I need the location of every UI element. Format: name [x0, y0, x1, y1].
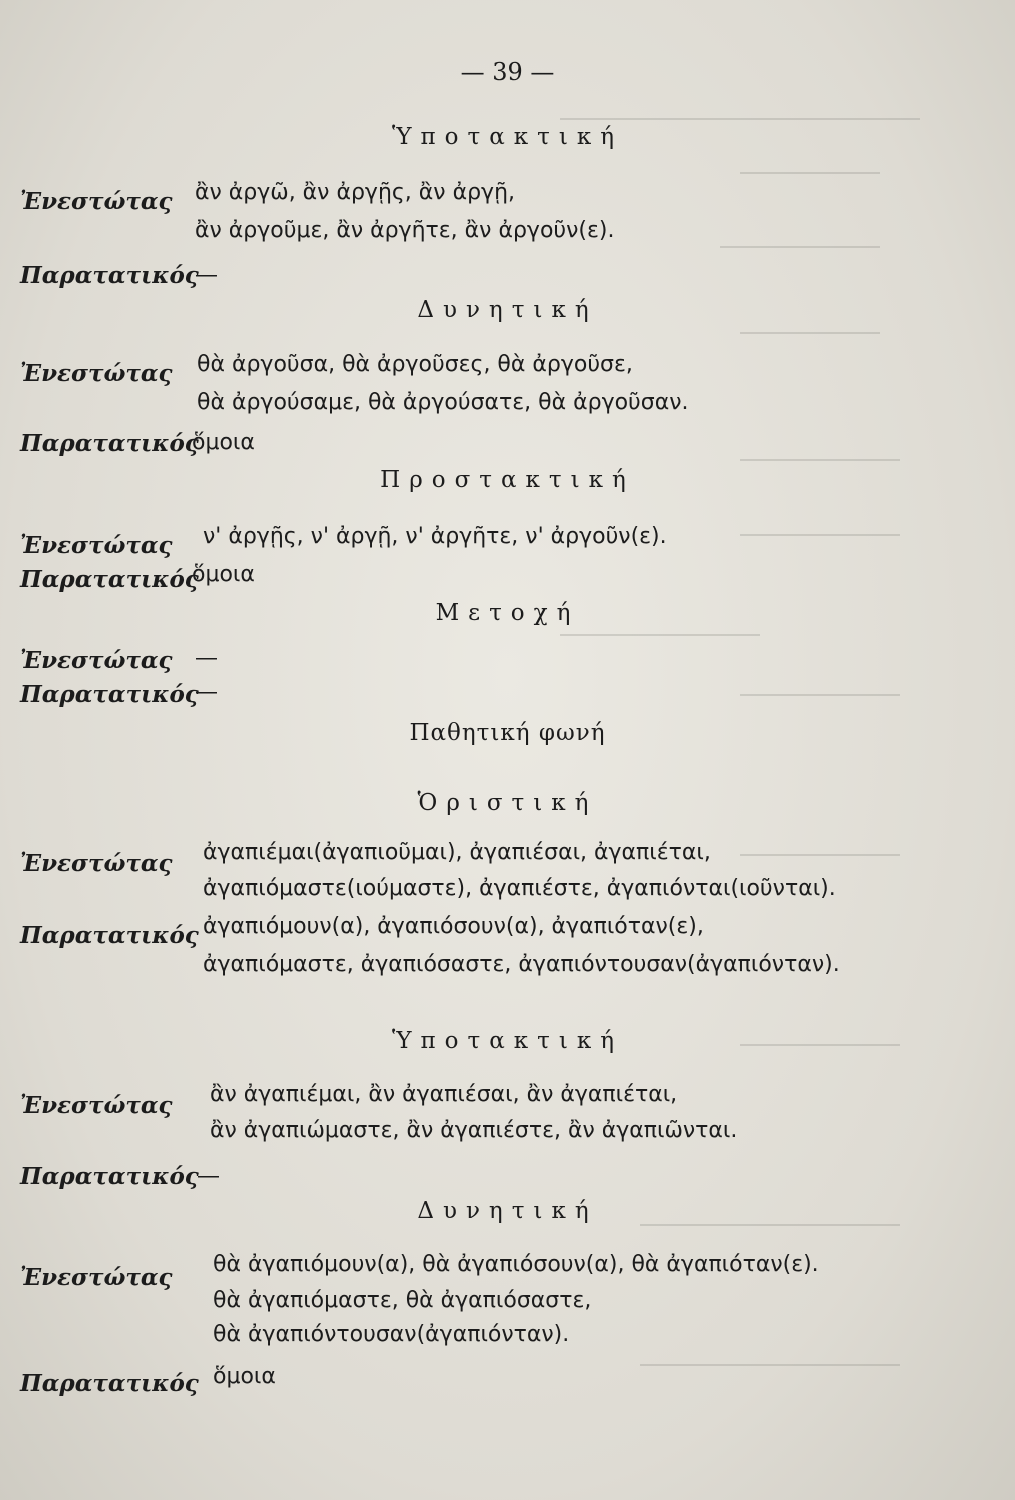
form-line: ἀγαπιόμαστε(ιούμαστε), ἀγαπιέστε, ἀγαπιόνται(ιοῦνται).: [203, 876, 836, 901]
form-line: θὰ ἀργούσαμε, θὰ ἀργούσατε, θὰ ἀργοῦσαν.: [197, 390, 689, 415]
empty-dash: —: [197, 1163, 220, 1189]
form-line: θὰ ἀγαπιόμαστε, θὰ ἀγαπιόσαστε,: [213, 1288, 592, 1313]
form-line: θὰ ἀγαπιόντουσαν(ἀγαπιόνταν).: [213, 1322, 570, 1347]
heading-dynitiki-passive: Δυνητική: [417, 1198, 598, 1224]
heading-oristiki: Ὁριστική: [417, 790, 598, 816]
form-line: ἀγαπιόμουν(α), ἀγαπιόσουν(α), ἀγαπιόταν(ε),: [203, 914, 704, 939]
empty-dash: —: [195, 262, 218, 288]
label-paratatikos: Παρατατικός: [20, 1370, 199, 1397]
form-line: ὅμοια: [192, 430, 255, 455]
form-line: θὰ ἀργοῦσα, θὰ ἀργοῦσες, θὰ ἀργοῦσε,: [197, 352, 633, 377]
label-enestotas: Ἐνεστώτας: [20, 360, 173, 387]
label-enestotas: Ἐνεστώτας: [20, 532, 173, 559]
form-line: ἀγαπιέμαι(ἀγαπιοῦμαι), ἀγαπιέσαι, ἀγαπιέται,: [203, 840, 711, 865]
heading-metochi: Μετοχή: [435, 600, 580, 626]
label-paratatikos: Παρατατικός: [20, 681, 199, 708]
label-paratatikos: Παρατατικός: [20, 262, 199, 289]
form-line: ὅμοια: [192, 562, 255, 587]
empty-dash: —: [195, 679, 218, 705]
label-paratatikos: Παρατατικός: [20, 430, 199, 457]
form-line: ν' ἀργῇς, ν' ἀργῇ, ν' ἀργῆτε, ν' ἀργοῦν(ε).: [203, 524, 667, 549]
label-enestotas: Ἐνεστώτας: [20, 850, 173, 877]
heading-prostaktiki: Προστακτική: [380, 467, 635, 493]
label-enestotas: Ἐνεστώτας: [20, 1264, 173, 1291]
form-line: ἂν ἀγαπιώμαστε, ἂν ἀγαπιέστε, ἂν ἀγαπιῶνται.: [210, 1118, 738, 1143]
page-number: — 39 —: [460, 58, 555, 86]
label-paratatikos: Παρατατικός: [20, 1163, 199, 1190]
label-enestotas: Ἐνεστώτας: [20, 1092, 173, 1119]
form-line: ἂν ἀγαπιέμαι, ἂν ἀγαπιέσαι, ἂν ἀγαπιέται,: [210, 1082, 678, 1107]
form-line: θὰ ἀγαπιόμουν(α), θὰ ἀγαπιόσουν(α), θὰ ἀγαπιόταν(ε).: [213, 1252, 819, 1277]
label-enestotas: Ἐνεστώτας: [20, 188, 173, 215]
form-line: ἂν ἀργῶ, ἂν ἀργῇς, ἂν ἀργῇ,: [195, 180, 515, 205]
heading-ypotaktiki-passive: Ὑποτακτική: [391, 1028, 624, 1054]
label-enestotas: Ἐνεστώτας: [20, 647, 173, 674]
label-paratatikos: Παρατατικός: [20, 922, 199, 949]
heading-ypotaktiki-active: Ὑποτακτική: [391, 124, 624, 150]
empty-dash: —: [195, 645, 218, 671]
form-line: ἂν ἀργοῦμε, ἂν ἀργῆτε, ἂν ἀργοῦν(ε).: [195, 218, 615, 243]
label-paratatikos: Παρατατικός: [20, 566, 199, 593]
form-line: ἀγαπιόμαστε, ἀγαπιόσαστε, ἀγαπιόντουσαν(ἀγαπιόνταν).: [203, 952, 840, 977]
heading-pathitiki-foni: Παθητική φωνή: [409, 720, 606, 746]
form-line: ὅμοια: [213, 1364, 276, 1389]
heading-dynitiki-active: Δυνητική: [417, 297, 598, 323]
